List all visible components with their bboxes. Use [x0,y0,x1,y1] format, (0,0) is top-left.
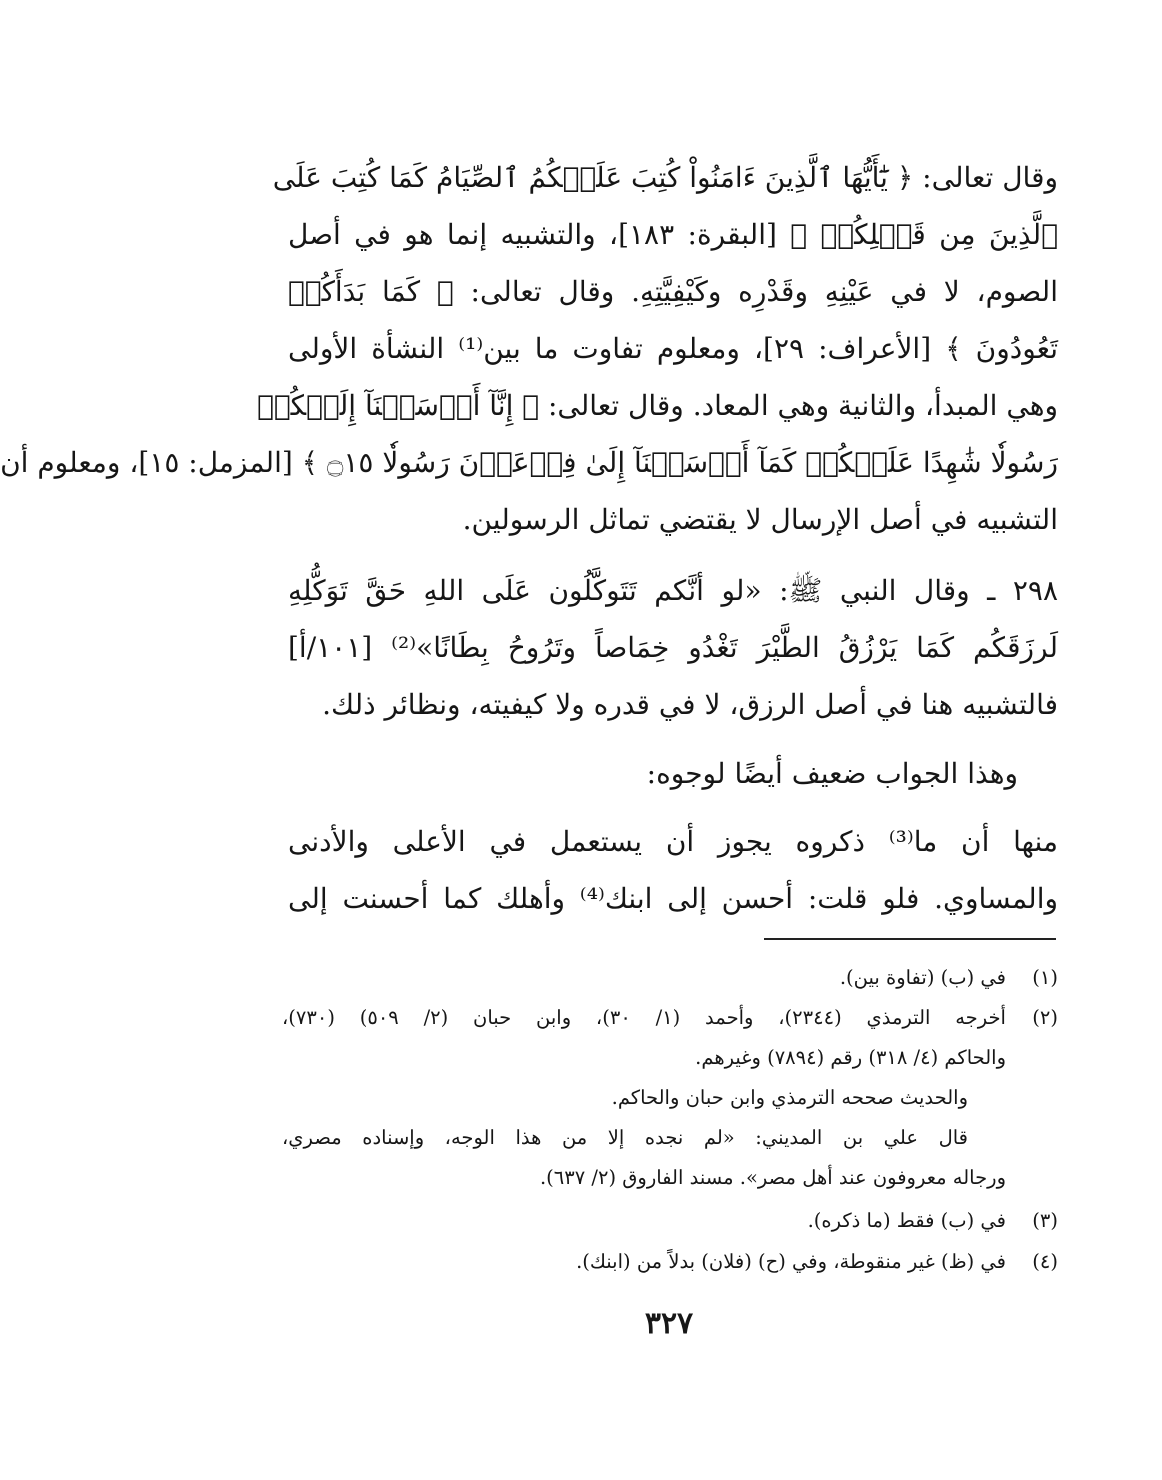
footnote-2-continued [282,1040,1058,1076]
footnote-2-continued [282,1080,1058,1116]
text-line: لَرزَقَكُم كَمَا يَرْزُقُ الطَّيْرَ تَغْدُو خِمَاصاً وتَرُوحُ بِطَانًا»⁽²⁾ [١٠١/أ] [288,631,1059,664]
footnote-text: في (ظ) غير منقوطة، وفي (ح) (فلان) بدلاً من (ابنك). [576,1250,1006,1273]
text-line: التشبيه في أصل الإرسال لا يقتضي تماثل الرسولين. [462,503,1058,536]
text-line: وهي المبدأ، والثانية وهي المعاد. وقال تعالى: ﴿ إِنَّآ أَرۡسَلۡنَآ إِلَيۡكُمۡ [257,389,1058,422]
footnote-text: والحديث صححه الترمذي وابن حبان والحاكم. [611,1086,968,1109]
text-line: رَسُولٗا شَٰهِدًا عَلَيۡكُمۡ كَمَآ أَرۡسَلۡنَآ إِلَىٰ فِرۡعَوۡنَ رَسُولٗا ۝١٥ ﴾ [المزمل: ١٥]، ومعلوم أن [0,446,1058,479]
text-line: الصوم، لا في عَيْنِهِ وقَدْرِه وكَيْفِيَّتِهِ. وقال تعالى: ﴿ كَمَا بَدَأَكُمۡ [288,275,1058,308]
text-line: منها أن ما⁽³⁾ ذكروه يجوز أن يستعمل في الأعلى والأدنى [288,825,1058,858]
text-line: ٱلَّذِينَ مِن قَبۡلِكُمۡ ﴾ [البقرة: ١٨٣]، والتشبيه إنما هو في أصل [288,218,1058,251]
text-line: وقال تعالى: ﴿ يَٰٓأَيُّهَا ٱلَّذِينَ ءَامَنُواْ كُتِبَ عَلَيۡكُمُ ٱلصِّيَامُ كَمَا كُتِبَ عَلَى [272,161,1058,194]
footnote-text: في (ب) فقط (ما ذكره). [807,1209,1006,1232]
footnote-number: (١) [1032,966,1058,989]
footnote-3 [282,1203,1058,1239]
footnote-number: (٣) [1032,1209,1058,1232]
footnote-2-continued [282,1160,1058,1196]
text-line: تَعُودُونَ ﴾ [الأعراف: ٢٩]، ومعلوم تفاوت ما بين⁽¹⁾ النشأة الأولى [288,332,1058,365]
page-number: ٣٢٧ [644,1306,694,1341]
footnote-2-continued [282,1120,1058,1156]
footnote-text: أخرجه الترمذي (٢٣٤٤)، وأحمد (١/ ٣٠)، وابن حبان (٢/ ٥٠٩) (٧٣٠)، [282,1006,1006,1029]
footnote-text: قال علي بن المديني: «لم نجده إلا من هذا الوجه، وإسناده مصري، [282,1126,968,1149]
footnote-text: والحاكم (٤/ ٣١٨) رقم (٧٨٩٤) وغيرهم. [695,1046,1006,1069]
footnote-4 [282,1244,1058,1280]
text-line: والمساوي. فلو قلت: أحسن إلى ابنك⁽⁴⁾ وأهلك كما أحسنت إلى [288,882,1058,915]
footnote-number: (٤) [1032,1250,1058,1273]
text-line: وهذا الجواب ضعيف أيضًا لوجوه: [646,757,1018,790]
footnote-1 [282,960,1058,996]
hadith-298-line: ٢٩٨ ـ وقال النبي ﷺ: «لو أنَّكم تَتَوكَّلُون عَلَى اللهِ حَقَّ تَوَكُّلِهِ [288,574,1058,607]
footnote-text: ورجاله معروفون عند أهل مصر». مسند الفاروق (٢/ ٦٣٧). [539,1166,1006,1189]
footnote-2 [282,1000,1058,1036]
footnote-text: في (ب) (تفاوة بين). [839,966,1006,989]
footnote-separator [764,938,1056,940]
footnote-number: (٢) [1032,1006,1058,1029]
text-line: فالتشبيه هنا في أصل الرزق، لا في قدره ولا كيفيته، ونظائر ذلك. [322,688,1058,721]
